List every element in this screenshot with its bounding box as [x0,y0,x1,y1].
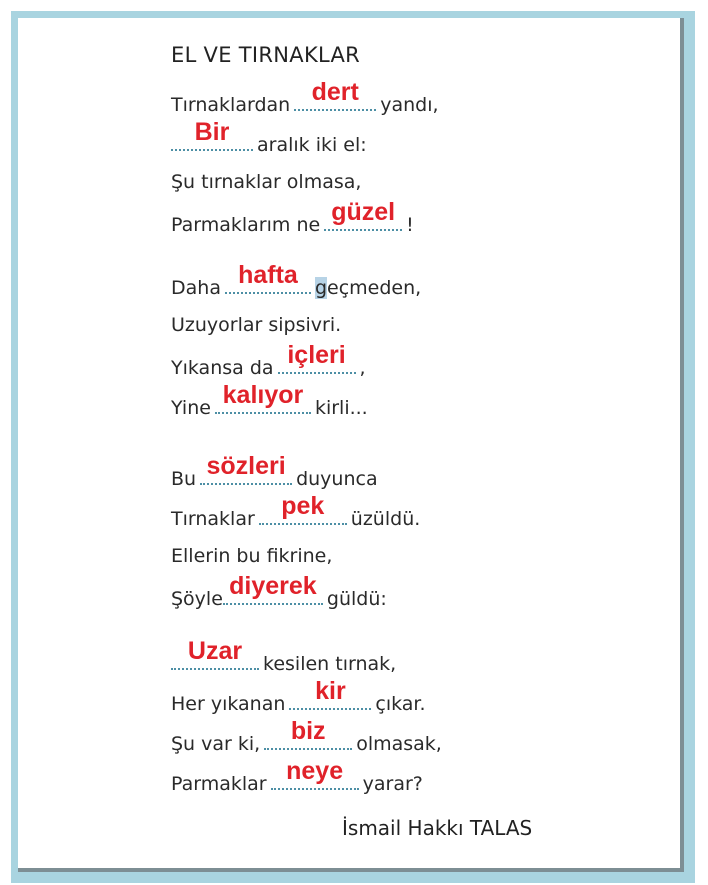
poem-line: Daha hafta geçmeden, [171,261,422,299]
fill-blank[interactable] [171,118,253,151]
fill-blank[interactable] [259,492,347,525]
poem-line: Tırnaklardan dert yandı, [171,78,439,116]
poem-line: Şöyle diyerek güldü: [171,572,387,610]
poem-line: Yine kalıyor kirli... [171,381,368,419]
answer-text: Bir [194,118,230,146]
answer-text: Uzar [187,637,243,665]
fill-blank[interactable] [324,198,402,231]
answer-text: hafta [238,261,298,289]
poem-line: Bu sözleri duyunca [171,452,378,490]
answer-text: kir [315,677,346,705]
fill-blank[interactable] [278,341,356,374]
poem-line: Her yıkanan kir çıkar. [171,677,426,715]
fill-blank[interactable] [271,757,359,790]
poem-line: Yıkansa da içleri , [171,341,366,379]
answer-text: güzel [331,198,396,226]
answer-text: içleri [287,341,346,369]
poem-line: Uzar kesilen tırnak, [171,648,396,674]
fill-blank[interactable] [294,78,376,111]
poem-line: Ellerin bu fikrine, [171,545,333,567]
poem-line: Şu var ki, biz olmasak, [171,717,442,755]
fill-blank[interactable] [215,381,311,414]
poem-line: Şu tırnaklar olmasa, [171,171,362,193]
fill-blank[interactable] [200,452,292,485]
fill-blank[interactable] [223,572,323,605]
poem-line: Tırnaklar pek üzüldü. [171,492,421,530]
answer-text: dert [311,78,359,106]
text-cursor-highlight: g [314,277,328,299]
poem-author: İsmail Hakkı TALAS [342,816,533,840]
fill-blank[interactable] [264,717,352,750]
worksheet-page [18,18,684,872]
fill-blank[interactable] [171,637,259,670]
poem-title: EL VE TIRNAKLAR [171,43,361,67]
poem [18,18,680,868]
answer-text: diyerek [229,572,317,600]
page-frame [11,11,695,883]
poem-line: Bir aralık iki el: [171,129,367,155]
answer-text: kalıyor [222,381,304,409]
answer-text: sözleri [206,452,286,480]
answer-text: biz [290,717,326,745]
poem-line: Parmaklar neye yarar? [171,757,423,795]
fill-blank[interactable] [225,261,311,294]
poem-line: Parmaklarım ne güzel ! [171,198,414,236]
answer-text: neye [286,757,344,785]
poem-line: Uzuyorlar sipsivri. [171,314,342,336]
fill-blank[interactable] [289,677,371,710]
answer-text: pek [281,492,325,520]
